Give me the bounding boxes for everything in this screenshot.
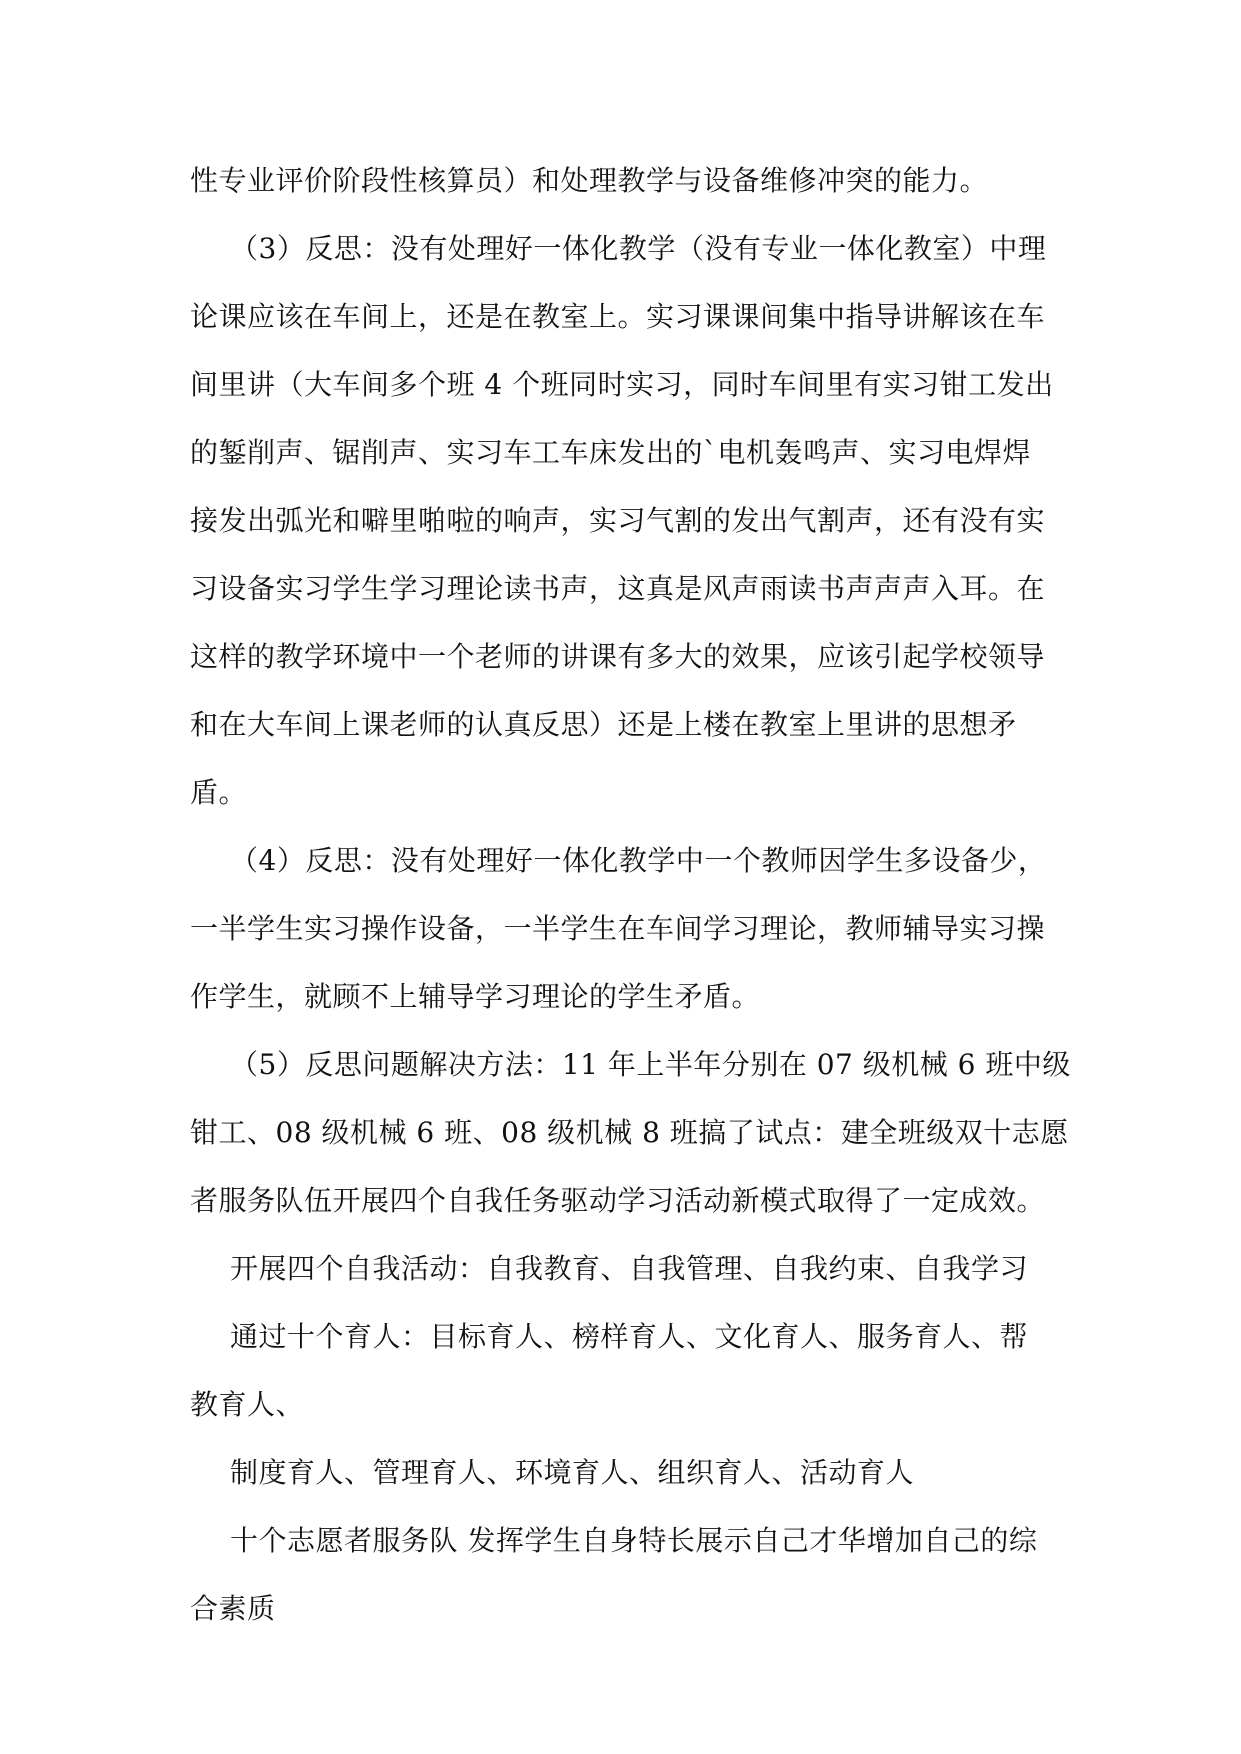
text-line: 一半学生实习操作设备，一半学生在车间学习理论，教师辅导实习操: [190, 912, 1046, 945]
text-line: 教育人、: [190, 1388, 305, 1421]
text-line: 开展四个自我活动：自我教育、自我管理、自我约束、自我学习: [230, 1252, 1029, 1285]
text-line: 这样的教学环境中一个老师的讲课有多大的效果，应该引起学校领导: [190, 640, 1046, 673]
text-line: 间里讲（大车间多个班 4 个班同时实习，同时车间里有实习钳工发出: [190, 368, 1054, 401]
text-line: 习设备实习学生学习理论读书声，这真是风声雨读书声声声入耳。在: [190, 572, 1046, 605]
text-line: 盾。: [190, 776, 248, 809]
text-line: 钳工、08 级机械 6 班、08 级机械 8 班搞了试点：建全班级双十志愿: [190, 1116, 1069, 1149]
text-line: 的錾削声、锯削声、实习车工车床发出的`电机轰鸣声、实习电焊焊: [190, 436, 1032, 469]
text-line: （5）反思问题解决方法：11 年上半年分别在 07 级机械 6 班中级: [230, 1048, 1071, 1081]
text-line: 性专业评价阶段性核算员）和处理教学与设备维修冲突的能力。: [190, 164, 989, 197]
text-line: 者服务队伍开展四个自我任务驱动学习活动新模式取得了一定成效。: [190, 1184, 1046, 1217]
text-line: （3）反思：没有处理好一体化教学（没有专业一体化教室）中理: [230, 232, 1047, 265]
text-line: 合素质: [190, 1592, 276, 1625]
text-line: 和在大车间上课老师的认真反思）还是上楼在教室上里讲的思想矛: [190, 708, 1017, 741]
text-line: 制度育人、管理育人、环境育人、组织育人、活动育人: [230, 1456, 915, 1489]
text-line: 十个志愿者服务队 发挥学生自身特长展示自己才华增加自己的综: [230, 1524, 1038, 1557]
text-line: 作学生，就顾不上辅导学习理论的学生矛盾。: [190, 980, 761, 1013]
text-line: 通过十个育人：目标育人、榜样育人、文化育人、服务育人、帮: [230, 1320, 1029, 1353]
text-line: （4）反思：没有处理好一体化教学中一个教师因学生多设备少，: [230, 844, 1047, 877]
text-line: 接发出弧光和噼里啪啦的响声，实习气割的发出气割声，还有没有实: [190, 504, 1046, 537]
text-line: 论课应该在车间上，还是在教室上。实习课课间集中指导讲解该在车: [190, 300, 1046, 333]
